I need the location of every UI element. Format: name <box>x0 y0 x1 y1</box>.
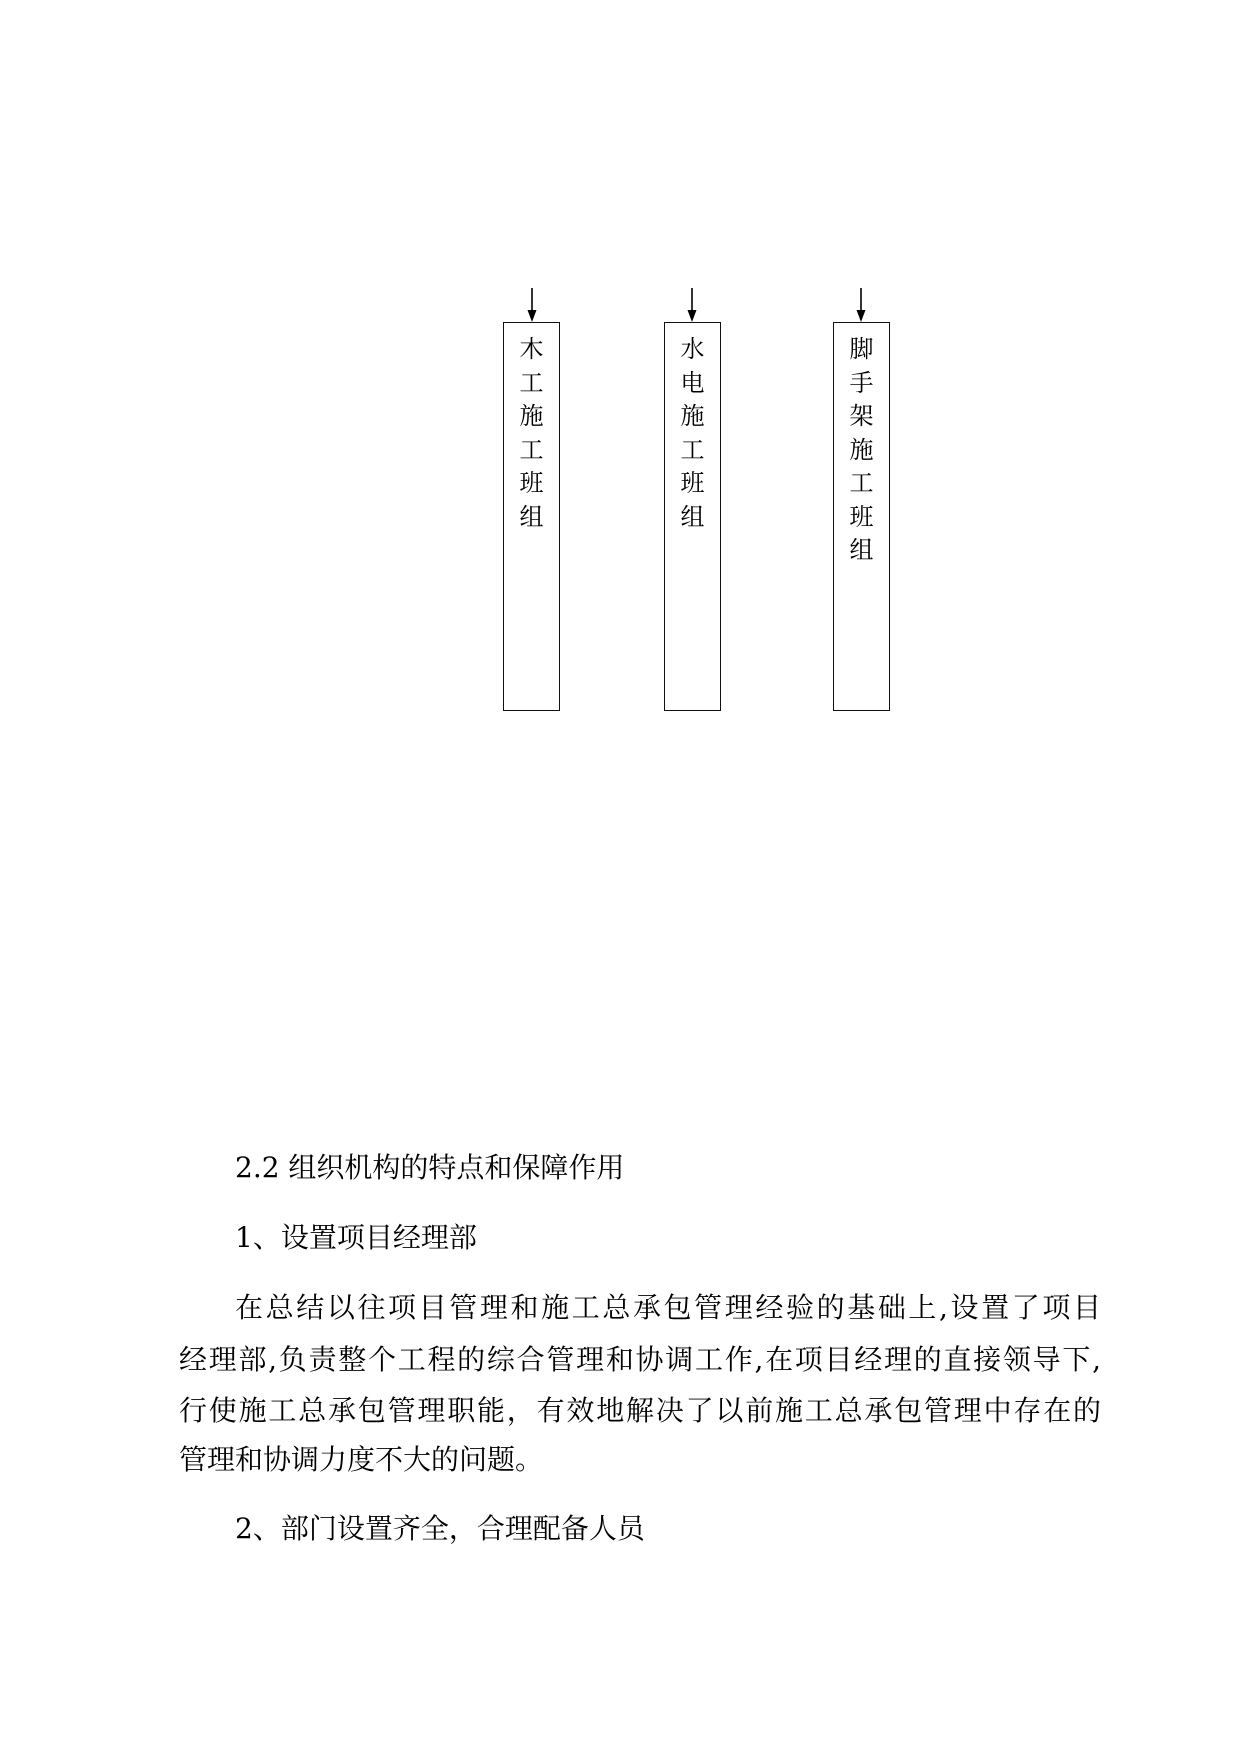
section-heading: 2.2 组织机构的特点和保障作用 <box>235 1151 625 1184</box>
down-arrow-icon <box>525 288 539 323</box>
paragraph-line: 行使施工总承包管理职能，有效地解决了以前施工总承包管理中存在的 <box>179 1396 1101 1426</box>
paragraph-line: 管理和协调力度不大的问题。 <box>179 1445 544 1475</box>
team-label: 水电施工班组 <box>680 335 705 531</box>
item-2-title: 2、部门设置齐全，合理配备人员 <box>235 1512 645 1545</box>
team-box-carpentry <box>503 322 560 711</box>
paragraph-line: 经理部,负责整个工程的综合管理和协调工作,在项目经理的直接领导下, <box>179 1345 1101 1375</box>
down-arrow-icon <box>685 288 699 323</box>
item-1-title: 1、设置项目经理部 <box>235 1221 477 1254</box>
down-arrow-icon <box>854 288 868 323</box>
team-label: 脚手架施工班组 <box>849 335 874 564</box>
team-box-plumbing-electrical <box>664 322 721 711</box>
team-box-scaffolding <box>833 322 890 711</box>
paragraph-line: 在总结以往项目管理和施工总承包管理经验的基础上,设置了项目 <box>235 1293 1101 1323</box>
team-label: 木工施工班组 <box>519 335 544 531</box>
